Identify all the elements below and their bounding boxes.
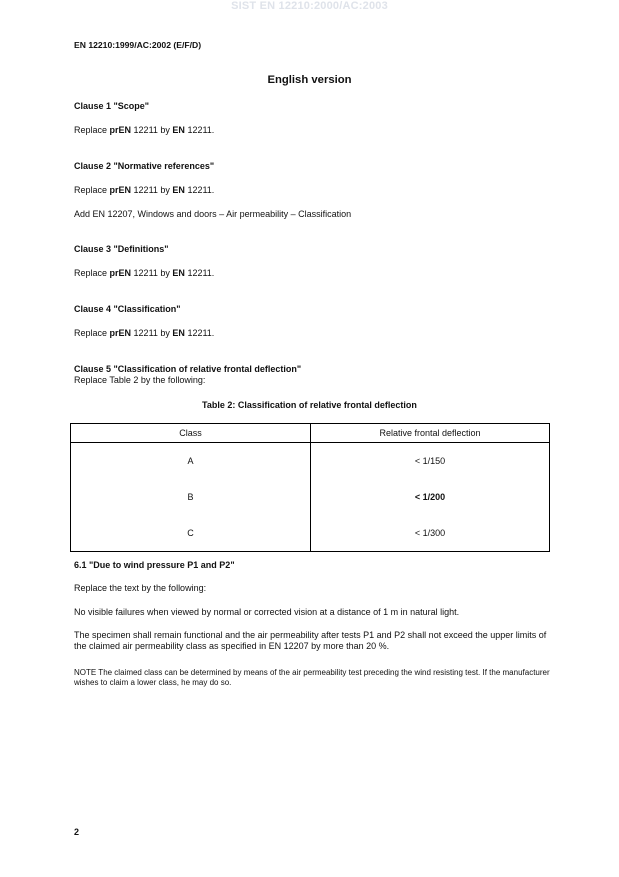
clause2-replace-text: Replace prEN 12211 by EN 12211. xyxy=(74,185,215,195)
clause1-replace-text: Replace prEN 12211 by EN 12211. xyxy=(74,125,215,135)
table2-caption: Table 2: Classification of relative frontal deflection xyxy=(202,400,417,410)
page-number: 2 xyxy=(74,827,80,837)
table-cell-class: A xyxy=(71,443,311,480)
language-title: English version xyxy=(267,74,352,86)
clause4-heading: Clause 4 "Classification" xyxy=(74,304,181,314)
table-row xyxy=(71,479,550,515)
table-cell-deflection: < 1/300 xyxy=(311,515,550,552)
table-row xyxy=(71,515,550,552)
section61-paragraph-1: No visible failures when viewed by normal or corrected vision at a distance of 1 m in natural light. xyxy=(74,607,460,617)
section61-paragraph-2: The specimen shall remain functional and the air permeability after tests P1 and P2 shall not exceed the upper limits of the claimed air permeability class as specified in EN 12207 by more than 20 %. xyxy=(74,630,547,651)
clause2-heading: Clause 2 "Normative references" xyxy=(74,161,215,171)
table-cell-class: C xyxy=(71,515,311,552)
table-header-deflection: Relative frontal deflection xyxy=(311,424,550,443)
clause2-add-text: Add EN 12207, Windows and doors – Air permeability – Classification xyxy=(74,209,352,219)
section61-note: NOTE The claimed class can be determined by means of the air permeability test preceding the wind resisting test. If the manufacturer wishes to claim a lower class, he may do so. xyxy=(74,668,550,687)
clause5-instruction: Replace Table 2 by the following: xyxy=(74,375,206,385)
table-row xyxy=(71,443,550,480)
clause3-heading: Clause 3 "Definitions" xyxy=(74,244,169,254)
table-header-row xyxy=(71,424,550,443)
clause3-replace-text: Replace prEN 12211 by EN 12211. xyxy=(74,268,215,278)
clause1-heading: Clause 1 "Scope" xyxy=(74,101,150,111)
table-cell-deflection: < 1/150 xyxy=(311,443,550,480)
classification-table xyxy=(70,423,550,552)
table-cell-class: B xyxy=(71,479,311,515)
section61-instruction: Replace the text by the following: xyxy=(74,583,207,593)
document-id: EN 12210:1999/AC:2002 (E/F/D) xyxy=(74,40,202,50)
table-header-class: Class xyxy=(71,424,311,443)
clause5-heading: Clause 5 "Classification of relative frontal deflection" xyxy=(74,364,302,374)
section61-heading: 6.1 "Due to wind pressure P1 and P2" xyxy=(74,560,235,570)
watermark: SIST EN 12210:2000/AC:2003 xyxy=(231,0,388,12)
table-cell-deflection: < 1/200 xyxy=(311,479,550,515)
clause4-replace-text: Replace prEN 12211 by EN 12211. xyxy=(74,328,215,338)
